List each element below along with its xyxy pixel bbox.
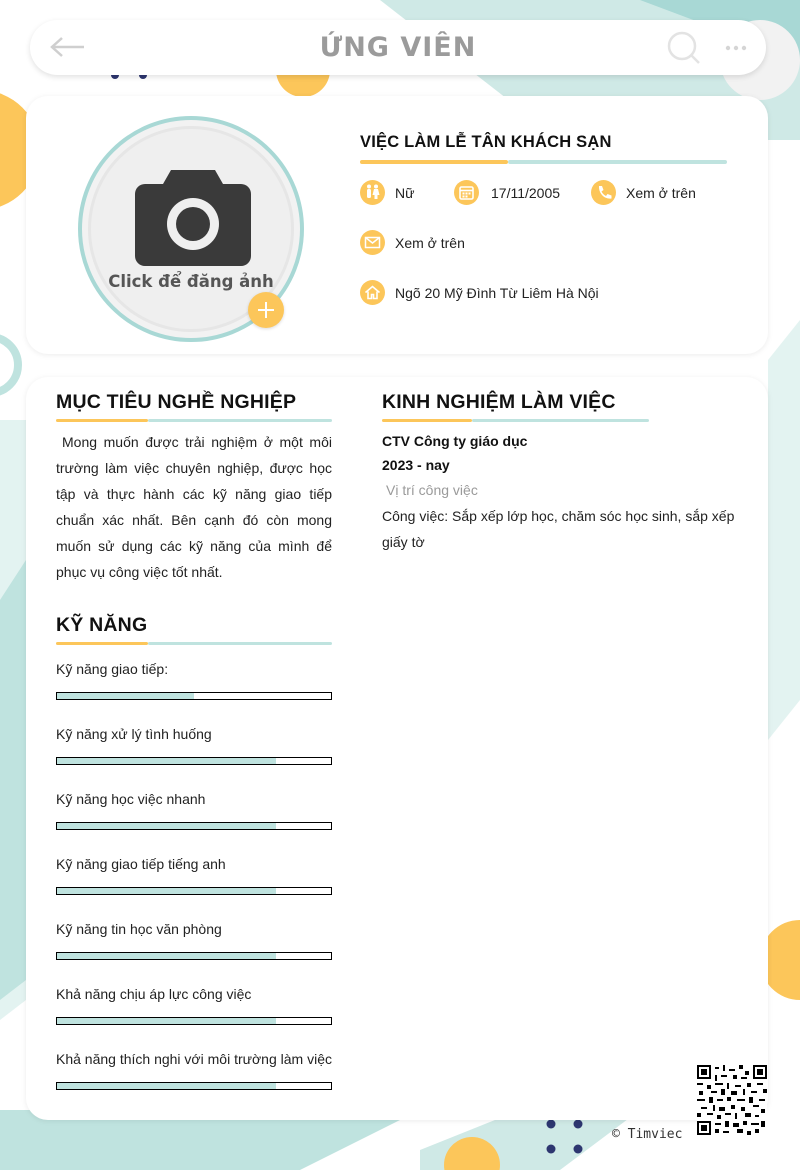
skill-bar-fill — [57, 888, 276, 894]
copyright-text: © Timviec — [612, 1127, 683, 1142]
qr-code — [697, 1065, 767, 1135]
gender-value: Nữ — [395, 184, 415, 201]
skill-label: Kỹ năng xử lý tình huống — [56, 726, 212, 742]
phone-icon — [591, 180, 616, 205]
skill-label: Khả năng thích nghi với môi trường làm việc — [56, 1051, 332, 1067]
plus-icon — [256, 300, 276, 320]
skill-bar — [56, 757, 332, 765]
skill-bar — [56, 952, 332, 960]
page-title: ỨNG VIÊN — [319, 32, 477, 63]
avatar-caption: Click để đăng ảnh — [108, 272, 274, 291]
email-icon — [360, 230, 385, 255]
skills-underline — [148, 642, 332, 645]
home-icon — [360, 280, 385, 305]
address-info — [360, 280, 599, 305]
skill-bar — [56, 887, 332, 895]
search-icon[interactable] — [666, 30, 702, 66]
skill-bar-fill — [57, 1018, 276, 1024]
experience-company: CTV Công ty giáo dục — [382, 433, 528, 449]
birthday-value: 17/11/2005 — [491, 184, 561, 201]
skill-label: Kỹ năng học việc nhanh — [56, 791, 206, 807]
main-card — [26, 377, 768, 1120]
objective-text: Mong muốn được trải nghiệm ở một môi trường làm việc chuyên nghiệp, được học tập và thực hành các kỹ năng giao tiếp chuẩn xác nhất. Bên cạnh đó còn mong muốn sử dụng các kỹ năng của mình để phục vụ công việc tốt nhất. — [56, 434, 332, 580]
skill-bar — [56, 1082, 332, 1090]
birthday-info — [454, 180, 560, 205]
experience-underline-accent — [382, 419, 472, 422]
job-title: VIỆC LÀM LỄ TÂN KHÁCH SẠN — [360, 133, 612, 151]
experience-period: 2023 - nay — [382, 457, 450, 473]
skill-label: Khả năng chịu áp lực công việc — [56, 986, 252, 1002]
skills-heading: KỸ NĂNG — [56, 614, 148, 636]
profile-card — [26, 96, 768, 354]
more-horizontal-icon[interactable] — [724, 38, 748, 58]
skill-label: Kỹ năng giao tiếp: — [56, 661, 169, 677]
email-value: Xem ở trên — [395, 234, 465, 251]
camera-icon — [133, 164, 253, 270]
job-title-underline — [508, 160, 727, 164]
skill-bar — [56, 822, 332, 830]
job-title-underline-accent — [360, 160, 508, 164]
skill-label: Kỹ năng giao tiếp tiếng anh — [56, 856, 226, 872]
top-bar — [30, 20, 766, 75]
email-info — [360, 230, 465, 255]
objective-heading: MỤC TIÊU NGHỀ NGHIỆP — [56, 391, 297, 413]
experience-description: Công việc: Sắp xếp lớp học, chăm sóc học sinh, sắp xếp giấy tờ — [382, 508, 735, 550]
gender-info — [360, 180, 414, 205]
phone-info — [591, 180, 696, 205]
phone-value: Xem ở trên — [626, 184, 696, 201]
skill-bar-fill — [57, 758, 276, 764]
skill-bar-fill — [57, 693, 194, 699]
address-value: Ngõ 20 Mỹ Đình Từ Liêm Hà Nội — [395, 284, 599, 301]
avatar-upload[interactable] — [78, 116, 304, 342]
calendar-icon — [454, 180, 479, 205]
experience-heading: KINH NGHIỆM LÀM VIỆC — [382, 391, 616, 413]
experience-underline — [472, 419, 649, 422]
experience-position: Vị trí công việc — [386, 482, 478, 498]
gender-icon — [360, 180, 385, 205]
objective-underline — [148, 419, 332, 422]
skill-bar-fill — [57, 1083, 276, 1089]
skill-bar-fill — [57, 823, 276, 829]
add-photo-button[interactable] — [248, 292, 284, 328]
objective-underline-accent — [56, 419, 148, 422]
skill-bar — [56, 692, 332, 700]
skill-label: Kỹ năng tin học văn phòng — [56, 921, 222, 937]
skill-bar-fill — [57, 953, 276, 959]
skill-bar — [56, 1017, 332, 1025]
skills-underline-accent — [56, 642, 148, 645]
